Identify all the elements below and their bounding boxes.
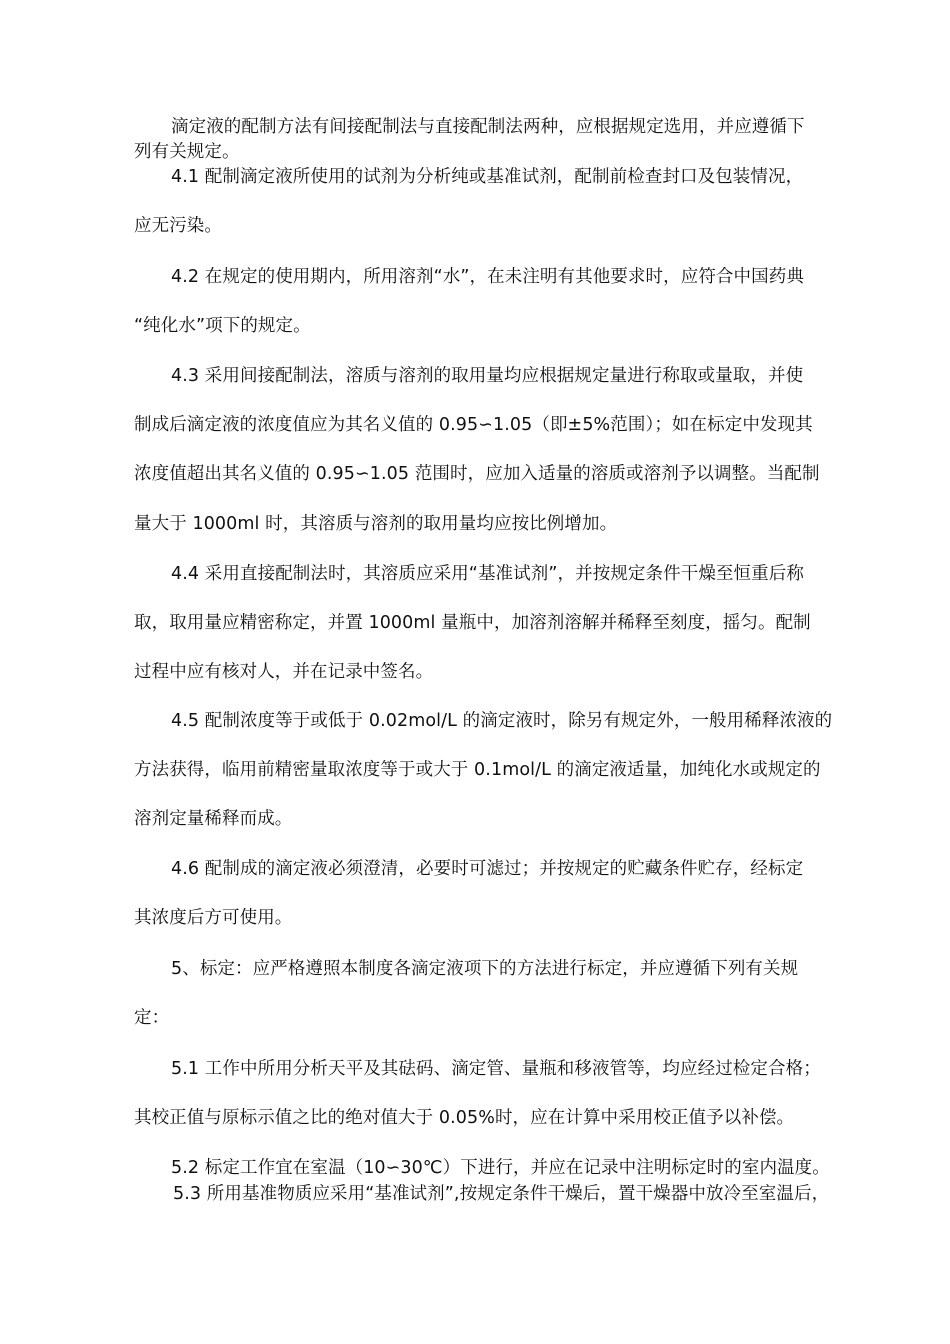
text-line: 定： bbox=[134, 1008, 170, 1028]
text-line: 量大于 1000ml 时，其溶质与溶剂的取用量均应按比例增加。 bbox=[134, 514, 618, 534]
text-line: 5.1 工作中所用分析天平及其砝码、滴定管、量瓶和移液管等，均应经过检定合格； bbox=[171, 1059, 821, 1079]
text-line: 制成后滴定液的浓度值应为其名义值的 0.95∽1.05（即±5%范围）；如在标定中发现其 bbox=[134, 415, 813, 435]
text-line: 浓度值超出其名义值的 0.95∽1.05 范围时，应加入适量的溶质或溶剂予以调整。当配制 bbox=[134, 464, 820, 484]
text-line: 5.3 所用基准物质应采用“基准试剂”,按规定条件干燥后，置干燥器中放冷至室温后， bbox=[173, 1184, 830, 1204]
text-line: 其浓度后方可使用。 bbox=[134, 908, 293, 928]
text-line: 4.1 配制滴定液所使用的试剂为分析纯或基准试剂，配制前检查封口及包装情况， bbox=[171, 167, 804, 187]
text-line: 其校正值与原标示值之比的绝对值大于 0.05%时，应在计算中采用校正值予以补偿。 bbox=[134, 1108, 795, 1128]
text-line: 滴定液的配制方法有间接配制法与直接配制法两种，应根据规定选用，并应遵循下 bbox=[171, 117, 805, 137]
text-line: 4.4 采用直接配制法时，其溶质应采用“基准试剂”，并按规定条件干燥至恒重后称 bbox=[171, 564, 804, 584]
text-line: “纯化水”项下的规定。 bbox=[134, 316, 311, 336]
text-line: 溶剂定量稀释而成。 bbox=[134, 809, 293, 829]
text-line: 方法获得，临用前精密量取浓度等于或大于 0.1mol/L 的滴定液适量，加纯化水或规定的 bbox=[134, 760, 821, 780]
text-line: 5.2 标定工作宜在室温（10∽30℃）下进行，并应在记录中注明标定时的室内温度。 bbox=[171, 1158, 830, 1178]
text-line: 取，取用量应精密称定，并置 1000ml 量瓶中，加溶剂溶解并稀释至刻度，摇匀。配制 bbox=[134, 613, 811, 633]
text-line: 4.3 采用间接配制法，溶质与溶剂的取用量均应根据规定量进行称取或量取，并使 bbox=[171, 366, 804, 386]
text-line: 4.2 在规定的使用期内，所用溶剂“水”，在未注明有其他要求时，应符合中国药典 bbox=[171, 267, 804, 287]
text-line: 5、标定：应严格遵照本制度各滴定液项下的方法进行标定，并应遵循下列有关规 bbox=[171, 959, 799, 979]
text-line: 应无污染。 bbox=[134, 216, 222, 236]
text-line: 4.6 配制成的滴定液必须澄清，必要时可滤过；并按规定的贮藏条件贮存，经标定 bbox=[171, 859, 804, 879]
text-line: 列有关规定。 bbox=[134, 142, 240, 162]
text-line: 4.5 配制浓度等于或低于 0.02mol/L 的滴定液时，除另有规定外，一般用稀释浓液的 bbox=[171, 711, 833, 731]
text-line: 过程中应有核对人，并在记录中签名。 bbox=[134, 662, 434, 682]
